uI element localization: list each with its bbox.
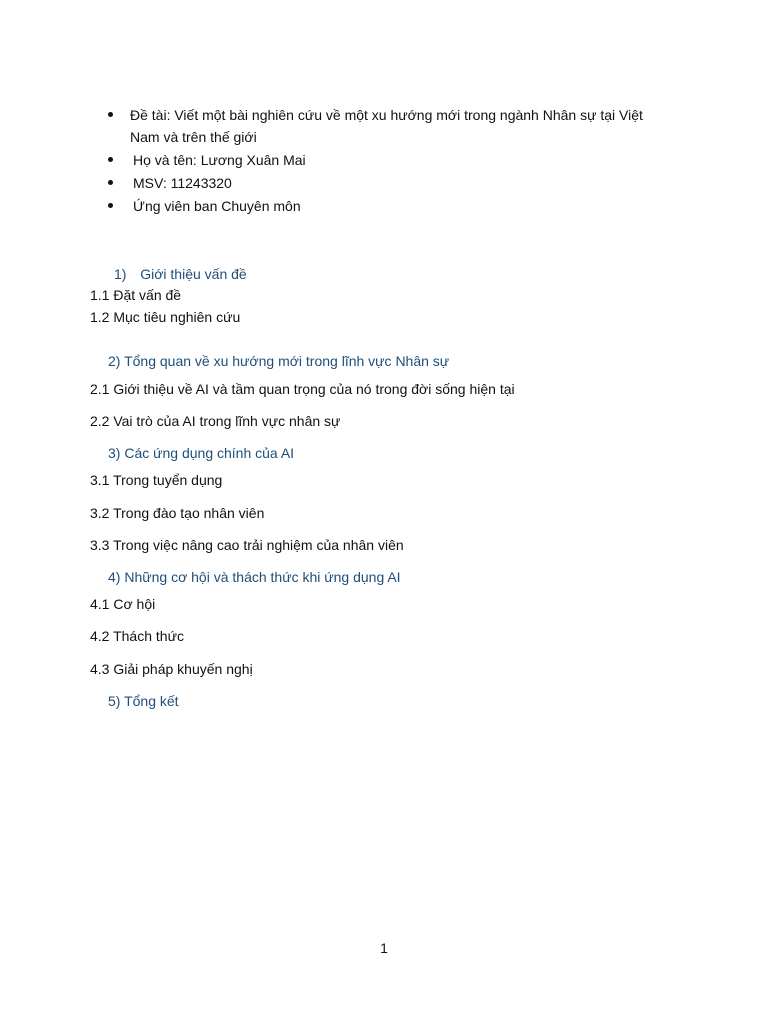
section-2-2: 2.2 Vai trò của AI trong lĩnh vực nhân sự — [90, 413, 341, 429]
section-5-heading: 5) Tổng kết — [108, 693, 179, 709]
student-id-text: MSV: 11243320 — [133, 175, 232, 191]
topic-text: Đề tài: Viết một bài nghiên cứu về một xu hướng mới trong ngành Nhân sự tại Việt Nam và trên thế giới — [130, 107, 643, 145]
bullet-dot-icon — [108, 157, 113, 162]
bullet-dot-icon — [108, 180, 113, 185]
candidate-bullet — [108, 195, 668, 217]
candidate-text: Ứng viên ban Chuyên môn — [133, 198, 301, 214]
section-1-heading — [114, 264, 247, 284]
section-4-heading: 4) Những cơ hội và thách thức khi ứng dụng AI — [108, 569, 401, 585]
name-text: Họ và tên: Lương Xuân Mai — [133, 152, 306, 168]
section-1-number: 1) — [114, 266, 127, 282]
topic-bullet — [108, 104, 668, 148]
section-3-1: 3.1 Trong tuyển dụng — [90, 472, 223, 488]
info-bullet-list — [108, 104, 668, 218]
section-3-heading: 3) Các ứng dụng chính của AI — [108, 445, 295, 461]
section-1-title: Giới thiệu vấn đề — [140, 266, 247, 282]
name-bullet — [108, 149, 668, 171]
section-2-1: 2.1 Giới thiệu về AI và tầm quan trọng của nó trong đời sống hiện tại — [90, 381, 515, 397]
section-1-2: 1.2 Mục tiêu nghiên cứu — [90, 309, 241, 325]
page-number: 1 — [380, 940, 388, 956]
bullet-dot-icon — [108, 112, 113, 117]
section-4-2: 4.2 Thách thức — [90, 628, 184, 644]
section-4-1: 4.1 Cơ hội — [90, 596, 156, 612]
section-2-heading: 2) Tổng quan về xu hướng mới trong lĩnh vực Nhân sự — [108, 353, 450, 369]
section-3-3: 3.3 Trong việc nâng cao trải nghiệm của nhân viên — [90, 537, 404, 553]
section-1-1: 1.1 Đặt vấn đề — [90, 287, 182, 303]
section-4-3: 4.3 Giải pháp khuyến nghị — [90, 661, 253, 677]
section-3-2: 3.2 Trong đào tạo nhân viên — [90, 505, 265, 521]
bullet-dot-icon — [108, 203, 113, 208]
student-id-bullet — [108, 172, 668, 194]
